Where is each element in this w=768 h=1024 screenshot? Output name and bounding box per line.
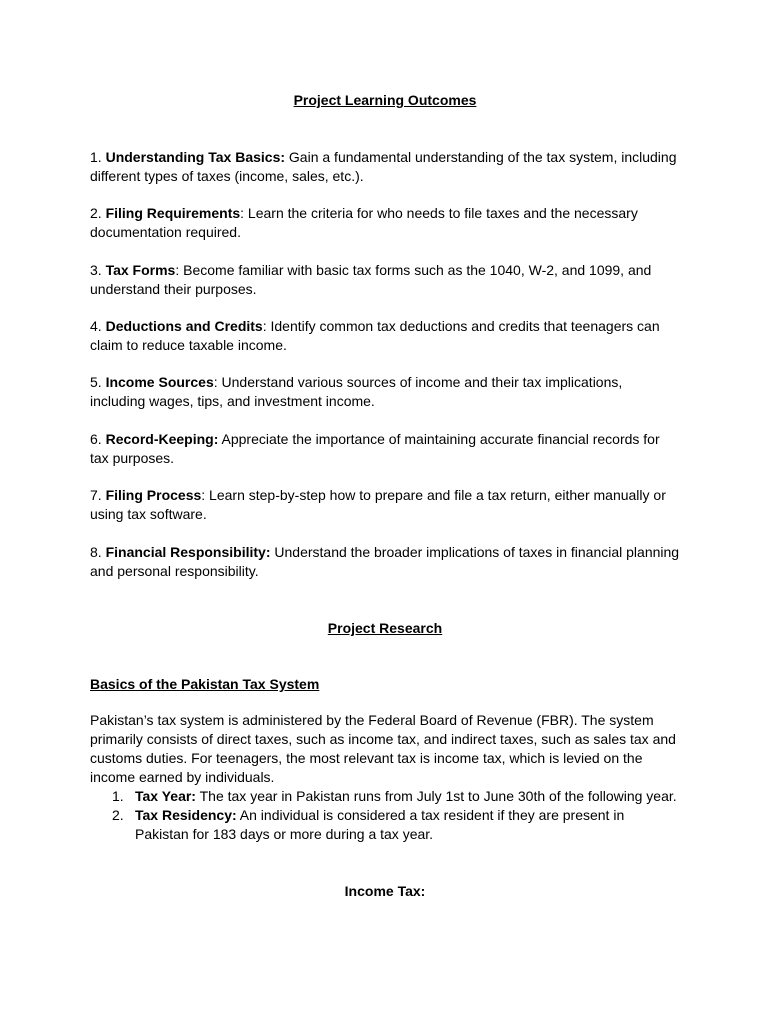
outcome-text: : Understand various sources of income and their tax implications, including wages, tips, and investment income. xyxy=(90,374,623,409)
outcome-text: : Identify common tax deductions and credits that teenagers can claim to reduce taxable income. xyxy=(90,318,660,353)
outcome-item-5 xyxy=(90,373,680,411)
pakistan-tax-basics-heading: Basics of the Pakistan Tax System xyxy=(90,676,320,692)
point-term: Tax Residency: xyxy=(135,807,237,823)
outcome-item-7 xyxy=(90,486,680,524)
outcome-text: Gain a fundamental understanding of the tax system, including different types of taxes (income, sales, etc.). xyxy=(90,149,677,184)
outcome-text: Appreciate the importance of maintaining accurate financial records for tax purposes. xyxy=(90,431,660,466)
outcome-item-1 xyxy=(90,148,680,186)
point-text: An individual is considered a tax resident if they are present in Pakistan for 183 days or more during a tax year. xyxy=(135,807,625,842)
learning-outcomes-title: Project Learning Outcomes xyxy=(293,92,477,108)
outcome-number: 3. xyxy=(90,262,102,278)
outcome-term: Understanding Tax Basics: xyxy=(105,149,286,165)
tax-point-2 xyxy=(90,806,680,844)
outcome-term: Financial Responsibility: xyxy=(105,544,271,560)
outcome-item-2 xyxy=(90,204,680,242)
document-page xyxy=(90,0,680,1024)
outcome-number: 6. xyxy=(90,431,102,447)
outcome-term: Deductions and Credits xyxy=(105,318,263,334)
outcome-number: 2. xyxy=(90,205,102,221)
outcome-term: Filing Process xyxy=(105,487,202,503)
outcome-item-4 xyxy=(90,317,680,355)
outcome-number: 7. xyxy=(90,487,102,503)
outcome-item-8 xyxy=(90,543,680,581)
outcome-term: Income Sources xyxy=(105,374,214,390)
outcome-item-6 xyxy=(90,430,680,468)
list-number: 2. xyxy=(112,807,124,823)
point-term: Tax Year: xyxy=(135,788,196,804)
outcome-term: Filing Requirements xyxy=(105,205,241,221)
outcome-text: : Become familiar with basic tax forms such as the 1040, W-2, and 1099, and understand their purposes. xyxy=(90,262,652,297)
outcome-number: 8. xyxy=(90,544,102,560)
outcome-number: 4. xyxy=(90,318,102,334)
tax-point-1 xyxy=(90,787,680,806)
outcome-term: Tax Forms xyxy=(105,262,176,278)
outcome-term: Record-Keeping: xyxy=(105,431,219,447)
outcome-text: : Learn step-by-step how to prepare and file a tax return, either manually or using tax software. xyxy=(90,487,666,522)
outcome-text: Understand the broader implications of taxes in financial planning and personal responsibility. xyxy=(90,544,680,579)
outcome-number: 1. xyxy=(90,149,102,165)
project-research-title: Project Research xyxy=(327,620,443,636)
outcome-text: : Learn the criteria for who needs to file taxes and the necessary documentation required. xyxy=(90,205,638,240)
tax-system-intro: Pakistan’s tax system is administered by the Federal Board of Revenue (FBR). The system primarily consists of direct taxes, such as income tax, and indirect taxes, such as sales tax and customs duties. For teenagers, the most relevant tax is income tax, which is levied on the income earned by individuals. xyxy=(90,712,676,785)
outcome-number: 5. xyxy=(90,374,102,390)
outcome-item-3 xyxy=(90,261,680,299)
tax-points-list xyxy=(90,787,680,844)
point-text: The tax year in Pakistan runs from July 1st to June 30th of the following year. xyxy=(195,788,677,804)
list-number: 1. xyxy=(112,788,124,804)
income-tax-heading: Income Tax: xyxy=(344,883,426,899)
